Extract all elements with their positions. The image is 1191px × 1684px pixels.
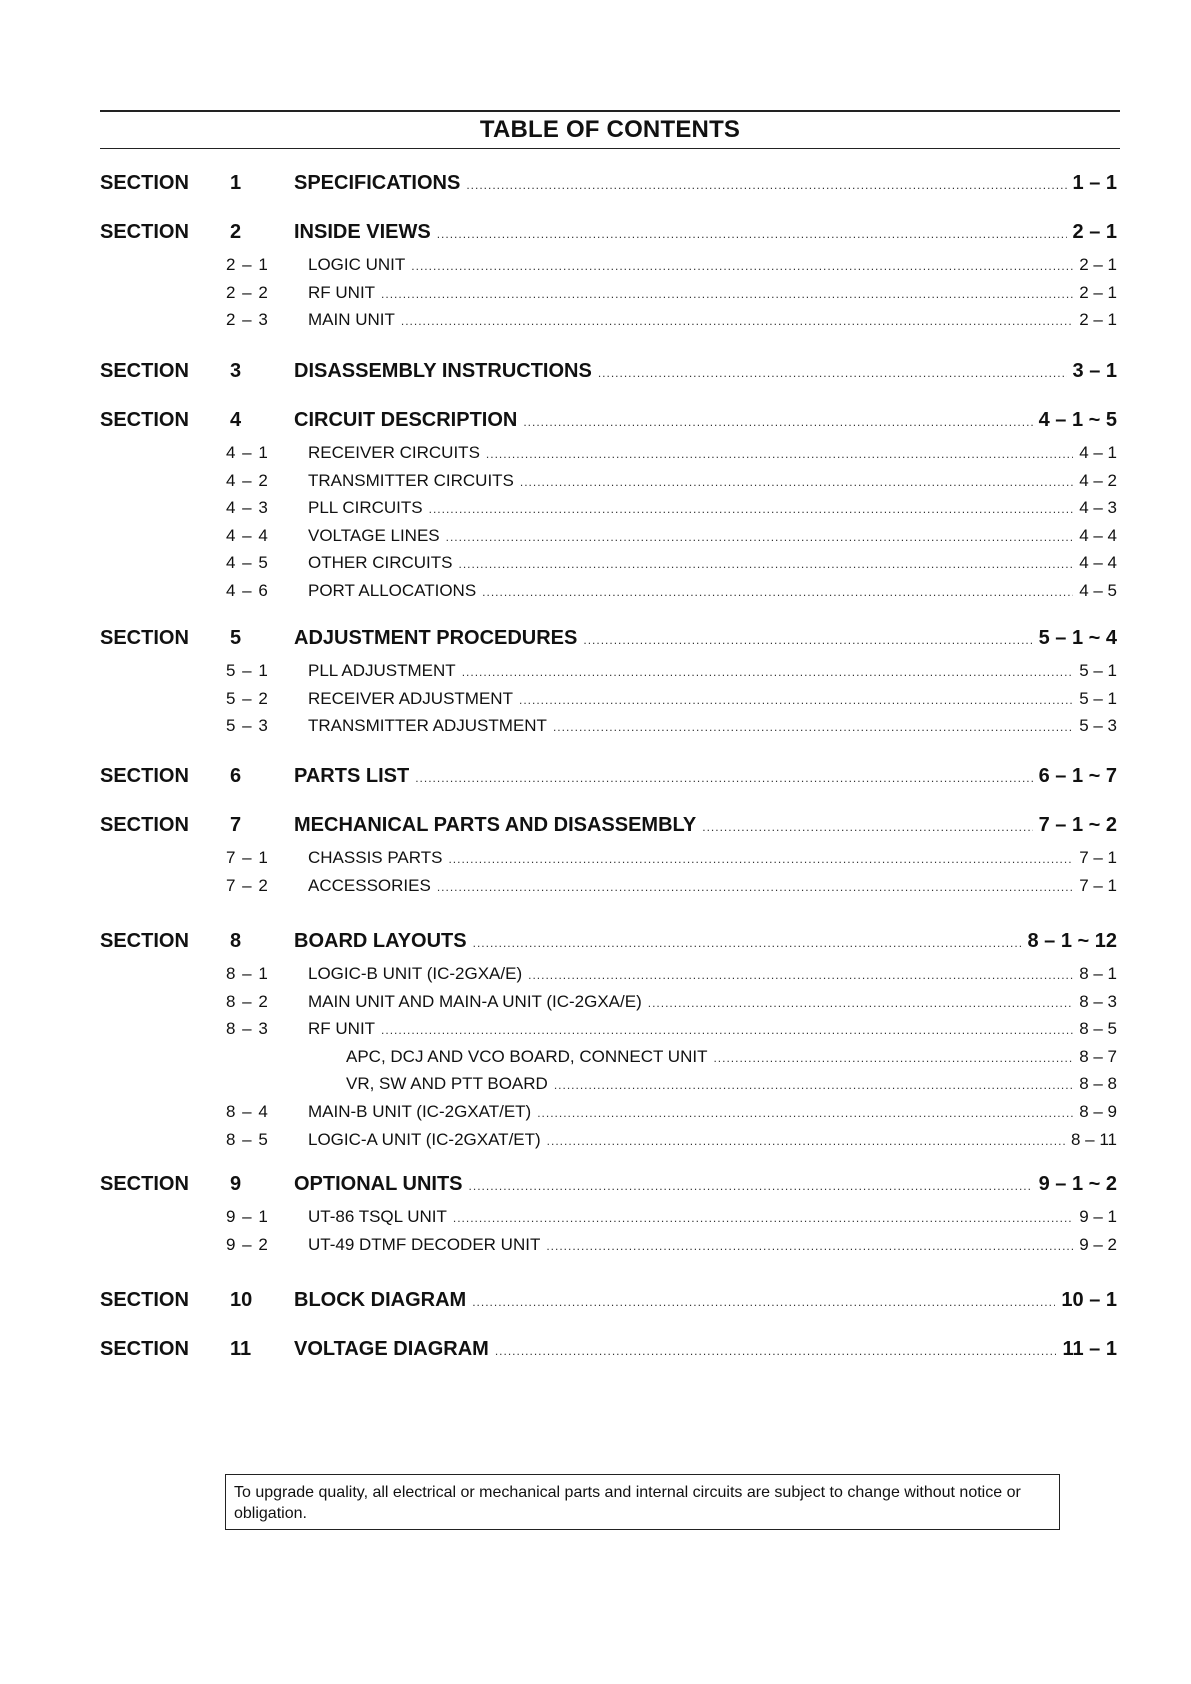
section-label: SECTION [100,1173,189,1195]
subsection-number: 4 – 2 [226,470,269,490]
section-number: 4 [230,409,242,431]
dot-leader [553,720,1073,734]
section-page: 1 – 1 [1072,172,1117,194]
subsection-page: 2 – 1 [1079,282,1117,302]
subsection-row[interactable] [100,498,1117,518]
dot-leader [486,447,1073,461]
subsection-title: UT-49 DTMF DECODER UNIT [308,1234,541,1254]
subsection-number: 7 – 2 [226,875,269,895]
subsection-row[interactable] [100,1074,1117,1094]
subsection-page: 8 – 7 [1079,1046,1117,1066]
dot-leader [411,259,1073,273]
subsection-number: 5 – 3 [226,716,269,736]
section-label: SECTION [100,360,189,382]
subsection-number: 9 – 1 [226,1207,269,1226]
dot-leader [528,968,1073,982]
subsection-number: 8 – 5 [226,1129,269,1149]
subsection-row[interactable] [100,581,1117,601]
dot-leader [401,314,1073,328]
subsection-page: 4 – 4 [1079,553,1117,573]
section-title: BLOCK DIAGRAM [294,1289,467,1311]
section-page: 7 – 1 ~ 2 [1038,814,1117,836]
section-title: PARTS LIST [294,765,410,787]
subsection-title: VOLTAGE LINES [308,525,440,545]
subsection-number: 8 – 2 [226,991,269,1011]
section-title: INSIDE VIEWS [294,221,431,243]
dot-leader [429,502,1074,516]
dot-leader [598,366,1067,380]
section-row[interactable] [100,765,1117,788]
subsection-row[interactable] [100,1102,1117,1122]
dot-leader [482,585,1073,599]
subsection-page: 5 – 1 [1079,688,1117,708]
section-label: SECTION [100,221,189,243]
dot-leader [462,665,1074,679]
subsection-number: 8 – 3 [226,1019,269,1039]
section-number: 6 [230,765,242,787]
subsection-row[interactable] [100,716,1117,736]
subsection-row[interactable] [100,471,1117,491]
subsection-page: 9 – 1 [1079,1207,1117,1226]
section-page: 3 – 1 [1072,360,1117,382]
section-number: 8 [230,930,242,952]
subsection-row[interactable] [100,964,1117,984]
section-title: ADJUSTMENT PROCEDURES [294,627,578,649]
dot-leader [583,633,1032,647]
section-row[interactable] [100,627,1117,650]
subsection-page: 8 – 1 [1079,964,1117,983]
subsection-title: LOGIC-B UNIT (IC-2GXA/E) [308,964,523,983]
section-label: SECTION [100,1289,189,1311]
subsection-row[interactable] [100,992,1117,1012]
subsection-row[interactable] [100,689,1117,709]
subsection-number: 2 – 2 [226,282,269,302]
subsection-page: 8 – 8 [1079,1074,1117,1094]
section-label: SECTION [100,172,189,194]
section-number: 11 [230,1338,252,1360]
subsection-page: 8 – 5 [1079,1019,1117,1039]
subsection-title: LOGIC UNIT [308,255,406,274]
subsection-page: 4 – 3 [1079,498,1117,518]
subsection-number: 2 – 1 [226,255,269,274]
subsection-number: 4 – 1 [226,443,269,462]
section-number: 3 [230,360,242,382]
subsection-row[interactable] [100,310,1117,330]
dot-leader [446,530,1074,544]
subsection-title: VR, SW AND PTT BOARD [346,1074,548,1094]
section-title: VOLTAGE DIAGRAM [294,1338,489,1360]
section-number: 9 [230,1173,242,1195]
dot-leader [453,1211,1073,1225]
subsection-title: OTHER CIRCUITS [308,553,453,573]
subsection-row[interactable] [100,1130,1117,1150]
section-title: OPTIONAL UNITS [294,1173,463,1195]
subsection-row[interactable] [100,553,1117,573]
subsection-title: TRANSMITTER CIRCUITS [308,470,514,490]
subsection-title: LOGIC-A UNIT (IC-2GXAT/ET) [308,1129,541,1149]
subsection-page: 5 – 1 [1079,661,1117,680]
subsection-title: MAIN-B UNIT (IC-2GXAT/ET) [308,1102,532,1121]
section-page: 5 – 1 ~ 4 [1038,627,1117,649]
section-page: 10 – 1 [1061,1289,1117,1311]
dot-leader [523,415,1032,429]
page-title: TABLE OF CONTENTS [479,116,741,143]
dot-leader [472,1295,1055,1309]
subsection-number: 8 – 4 [226,1102,269,1121]
subsection-number: 5 – 2 [226,688,269,708]
subsection-title: CHASSIS PARTS [308,848,443,867]
subsection-number: 4 – 5 [226,553,269,573]
section-row[interactable] [100,814,1117,837]
section-number: 10 [230,1289,253,1311]
section-title: SPECIFICATIONS [294,172,461,194]
section-label: SECTION [100,627,189,649]
subsection-row[interactable] [100,1047,1117,1067]
section-page: 8 – 1 ~ 12 [1027,930,1117,952]
subsection-page: 2 – 1 [1079,255,1117,274]
section-number: 1 [230,172,242,194]
subsection-page: 9 – 2 [1079,1234,1117,1254]
dot-leader [520,475,1073,489]
subsection-page: 4 – 5 [1079,581,1117,600]
subsection-page: 4 – 1 [1079,443,1117,462]
subsection-row[interactable] [100,661,1117,681]
section-label: SECTION [100,409,189,431]
subsection-page: 4 – 2 [1079,470,1117,490]
section-title: BOARD LAYOUTS [294,930,467,952]
dot-leader [648,996,1073,1010]
subsection-title: PLL CIRCUITS [308,498,423,518]
subsection-number: 8 – 1 [226,964,269,983]
dot-leader [437,880,1073,894]
dot-leader [554,1078,1073,1092]
subsection-page: 8 – 9 [1079,1102,1117,1121]
subsection-title: ACCESSORIES [308,875,431,895]
section-page: 9 – 1 ~ 2 [1038,1173,1117,1195]
subsection-title: PLL ADJUSTMENT [308,661,456,680]
subsection-row[interactable] [100,1235,1117,1255]
dot-leader [448,852,1073,866]
header-bottom-rule [100,148,1120,149]
subsection-number: 5 – 1 [226,661,269,680]
dot-leader [546,1239,1073,1253]
subsection-row[interactable] [100,443,1117,463]
section-label: SECTION [100,930,189,952]
subsection-row[interactable] [100,283,1117,303]
subsection-title: APC, DCJ AND VCO BOARD, CONNECT UNIT [346,1046,708,1066]
section-number: 2 [230,221,242,243]
dot-leader [459,557,1074,571]
section-number: 5 [230,627,242,649]
subsection-title: RF UNIT [308,282,376,302]
section-row[interactable] [100,1289,1117,1312]
section-title: DISASSEMBLY INSTRUCTIONS [294,360,592,382]
dot-leader [466,178,1066,192]
subsection-number: 4 – 4 [226,525,269,545]
section-title: CIRCUIT DESCRIPTION [294,409,518,431]
subsection-row[interactable] [100,255,1117,275]
subsection-title: RECEIVER CIRCUITS [308,443,480,462]
section-row[interactable] [100,1173,1117,1196]
subsection-number: 7 – 1 [226,848,269,867]
subsection-title: TRANSMITTER ADJUSTMENT [308,716,547,736]
header-top-rule [100,110,1120,112]
section-row[interactable] [100,360,1117,383]
subsection-row[interactable] [100,526,1117,546]
subsection-page: 7 – 1 [1079,875,1117,895]
subsection-title: UT-86 TSQL UNIT [308,1207,447,1226]
subsection-page: 8 – 11 [1070,1129,1117,1149]
subsection-number: 9 – 2 [226,1234,269,1254]
section-row[interactable] [100,930,1117,953]
dot-leader [381,287,1073,301]
subsection-title: RF UNIT [308,1019,376,1039]
dot-leader [437,227,1067,241]
subsection-number: 4 – 3 [226,498,269,518]
subsection-number: 2 – 3 [226,310,269,330]
section-page: 11 – 1 [1062,1338,1117,1360]
subsection-title: PORT ALLOCATIONS [308,581,477,600]
dot-leader [713,1051,1073,1065]
subsection-row[interactable] [100,848,1117,868]
dot-leader [469,1179,1033,1193]
dot-leader [495,1344,1057,1358]
section-label: SECTION [100,814,189,836]
subsection-row[interactable] [100,1207,1117,1227]
subsection-title: MAIN UNIT AND MAIN-A UNIT (IC-2GXA/E) [308,991,642,1011]
section-page: 4 – 1 ~ 5 [1038,409,1117,431]
subsection-page: 5 – 3 [1079,716,1117,736]
dot-leader [547,1134,1065,1148]
subsection-number: 4 – 6 [226,581,269,600]
section-label: SECTION [100,765,189,787]
dot-leader [537,1106,1073,1120]
dot-leader [415,771,1032,785]
subsection-page: 7 – 1 [1079,848,1117,867]
section-label: SECTION [100,1338,189,1360]
notice-box: To upgrade quality, all electrical or mechanical parts and internal circuits are subject to change without notice or obligation. [225,1474,1060,1530]
subsection-page: 4 – 4 [1079,525,1117,545]
subsection-row[interactable] [100,876,1117,896]
subsection-title: RECEIVER ADJUSTMENT [308,688,513,708]
section-row[interactable] [100,409,1117,432]
section-page: 2 – 1 [1072,221,1117,243]
subsection-row[interactable] [100,1019,1117,1039]
section-row[interactable] [100,1338,1117,1361]
section-page: 6 – 1 ~ 7 [1038,765,1117,787]
subsection-title: MAIN UNIT [308,310,395,330]
section-row[interactable] [100,172,1117,195]
dot-leader [519,693,1073,707]
section-number: 7 [230,814,242,836]
subsection-page: 8 – 3 [1079,991,1117,1011]
section-title: MECHANICAL PARTS AND DISASSEMBLY [294,814,697,836]
subsection-page: 2 – 1 [1079,310,1117,330]
dot-leader [381,1023,1073,1037]
dot-leader [702,820,1032,834]
dot-leader [473,936,1022,950]
section-row[interactable] [100,221,1117,244]
